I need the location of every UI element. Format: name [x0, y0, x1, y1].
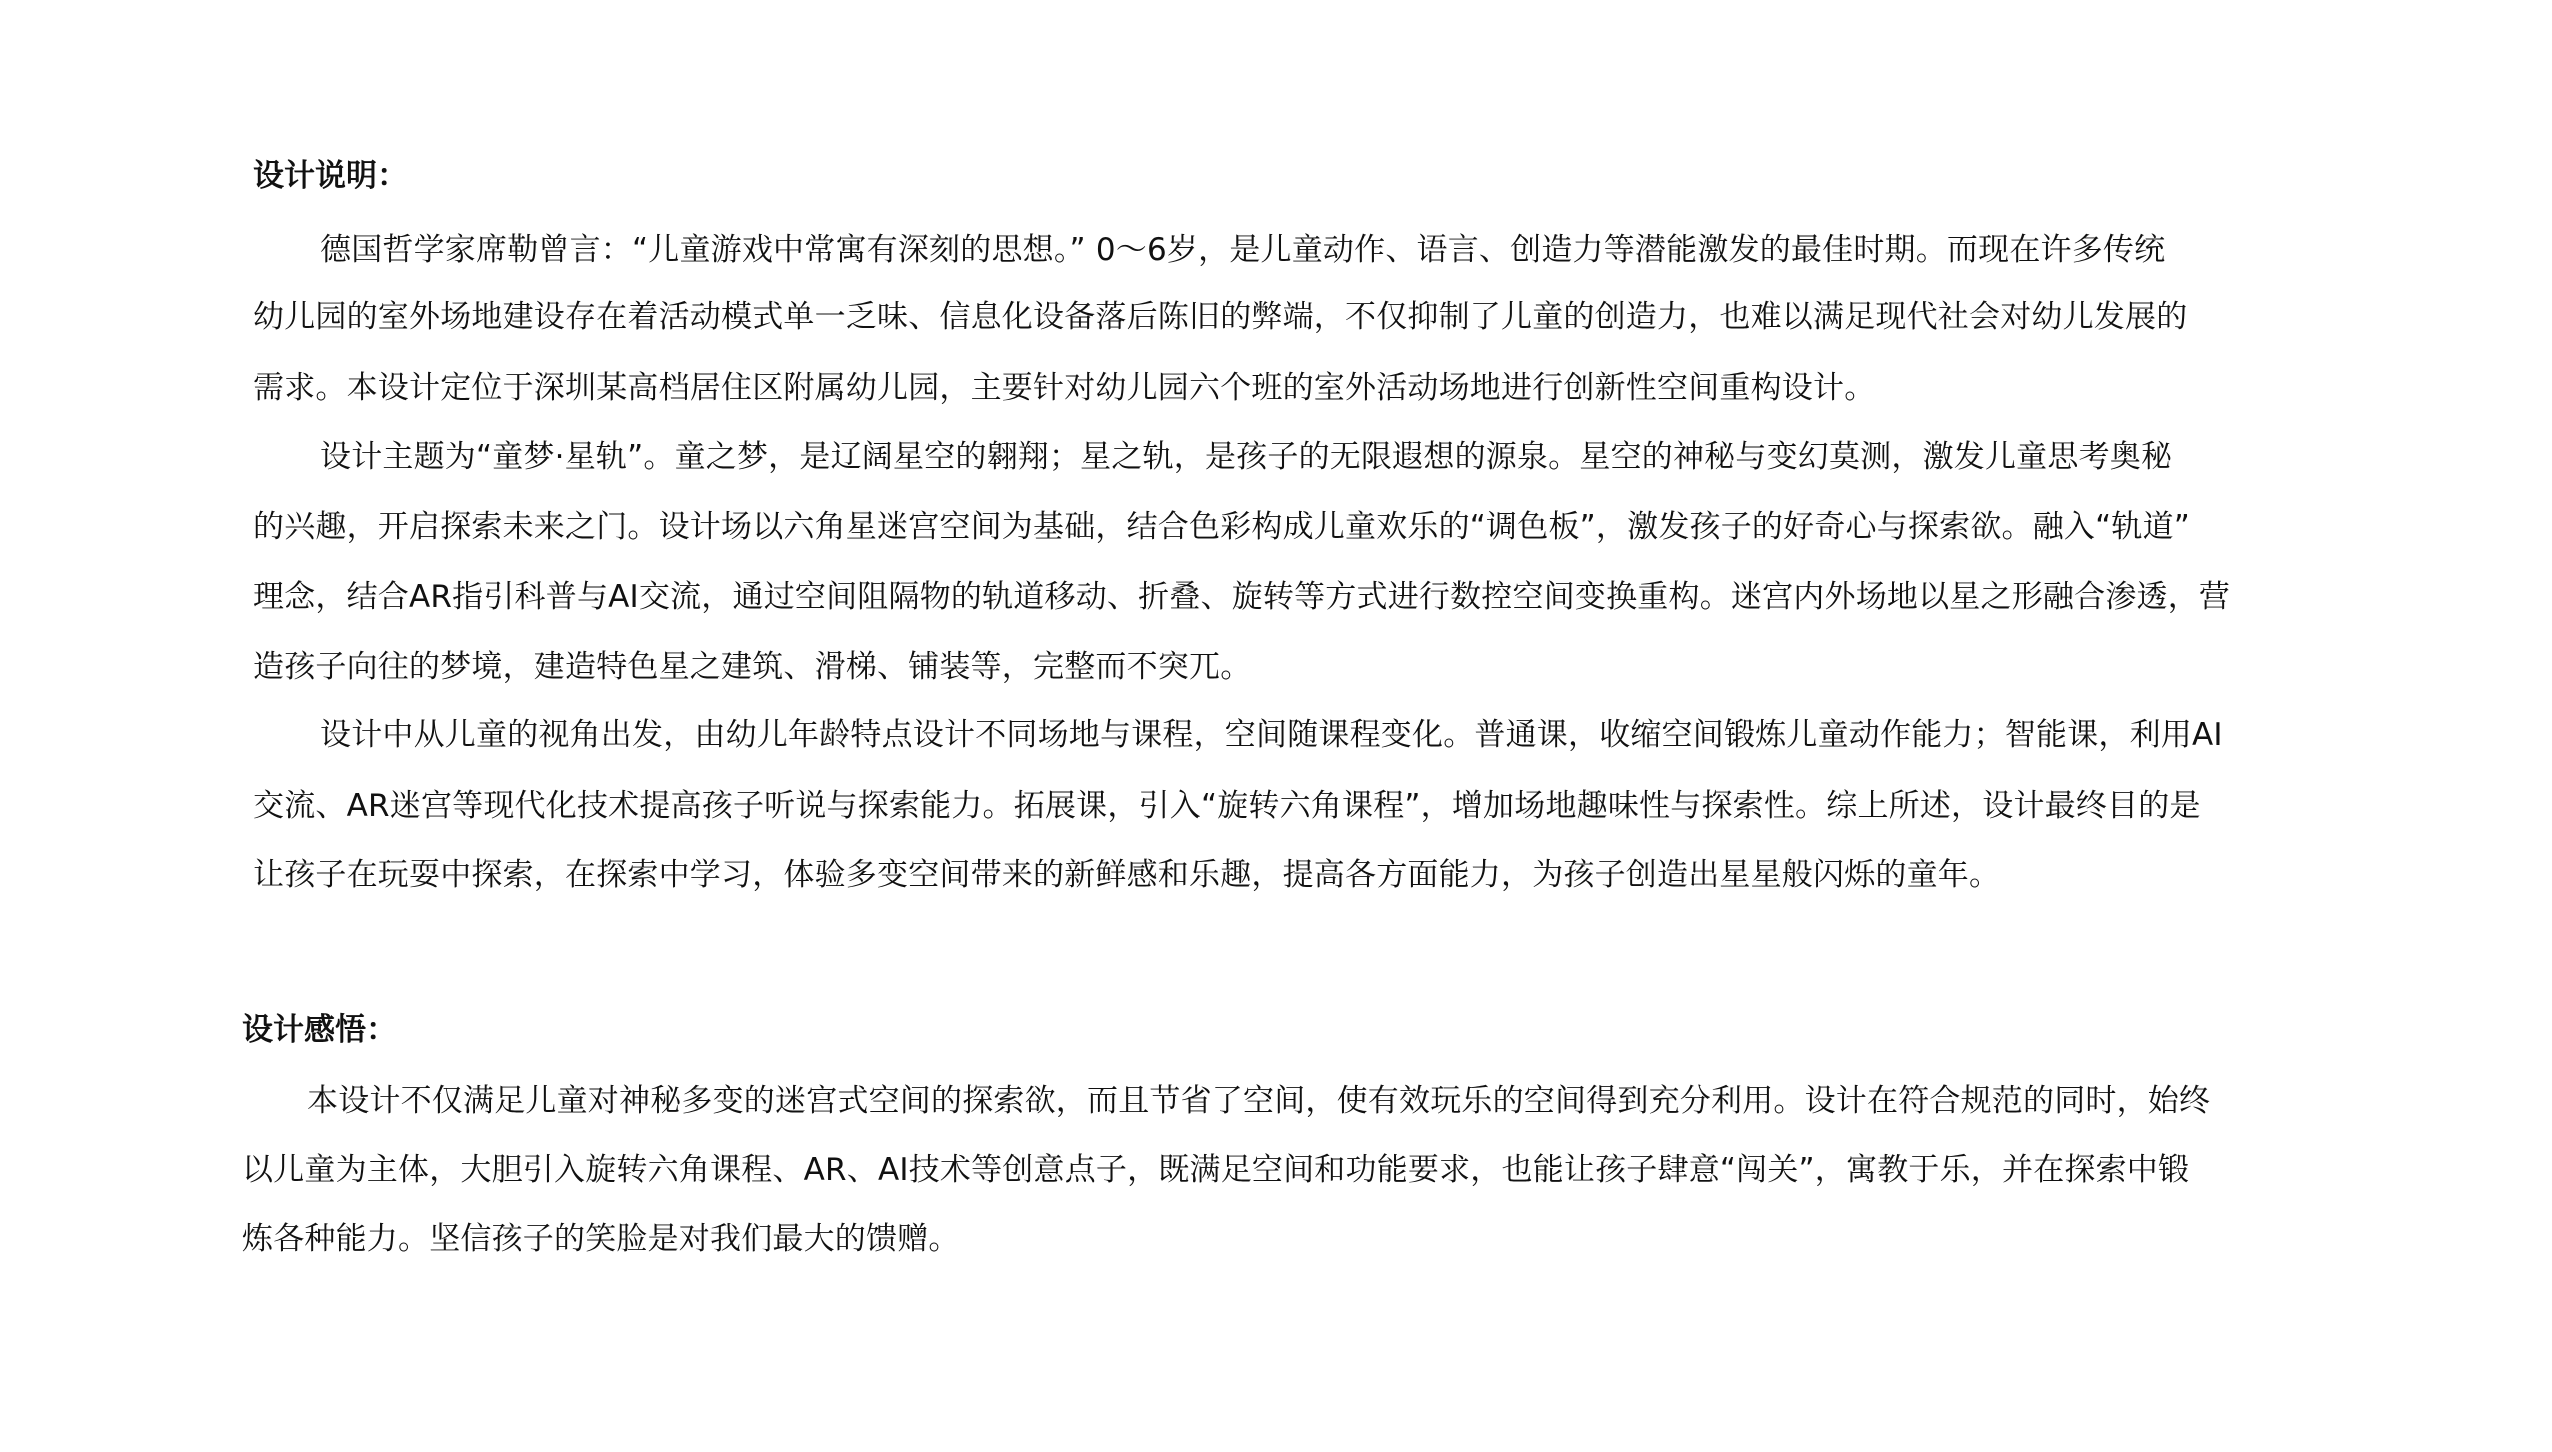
design-notes-line-3: 需求。本设计定位于深圳某高档居住区附属幼儿园，主要针对幼儿园六个班的室外活动场地进行创新性空间重构设计。 — [253, 370, 1876, 406]
design-notes-line-7: 造孩子向往的梦境，建造特色星之建筑、滑梯、铺装等，完整而不突兀。 — [253, 649, 1252, 685]
design-notes-line-6: 理念，结合AR指引科普与AI交流，通过空间阻隔物的轨道移动、折叠、旋转等方式进行数控空间变换重构。迷宫内外场地以星之形融合渗透，营 — [253, 579, 2231, 615]
design-reflection-line-3: 炼各种能力。坚信孩子的笑脸是对我们最大的馈赠。 — [242, 1221, 960, 1257]
design-notes-heading: 设计说明： — [253, 158, 408, 194]
design-notes-line-9: 交流、AR迷宫等现代化技术提高孩子听说与探索能力。拓展课，引入“旋转六角课程”，增加场地趣味性与探索性。综上所述，设计最终目的是 — [253, 788, 2201, 824]
design-reflection-line-1: 本设计不仅满足儿童对神秘多变的迷宫式空间的探索欲，而且节省了空间，使有效玩乐的空间得到充分利用。设计在符合规范的同时，始终 — [307, 1083, 2211, 1119]
design-notes-line-1: 德国哲学家席勒曾言：“儿童游戏中常寓有深刻的思想。” 0～6岁，是儿童动作、语言、创造力等潜能激发的最佳时期。而现在许多传统 — [320, 232, 2166, 268]
design-notes-line-5: 的兴趣，开启探索未来之门。设计场以六角星迷宫空间为基础，结合色彩构成儿童欢乐的“调色板”，激发孩子的好奇心与探索欲。融入“轨道” — [253, 509, 2191, 545]
design-reflection-line-2: 以儿童为主体，大胆引入旋转六角课程、AR、AI技术等创意点子，既满足空间和功能要求，也能让孩子肆意“闯关”，寓教于乐，并在探索中锻 — [242, 1152, 2190, 1188]
design-notes-line-4: 设计主题为“童梦·星轨”。童之梦，是辽阔星空的翱翔；星之轨，是孩子的无限遐想的源泉。星空的神秘与变幻莫测，激发儿童思考奥秘 — [320, 439, 2173, 475]
design-reflection-heading: 设计感悟： — [242, 1012, 397, 1048]
design-notes-line-8: 设计中从儿童的视角出发，由幼儿年龄特点设计不同场地与课程，空间随课程变化。普通课，收缩空间锻炼儿童动作能力；智能课，利用AI — [320, 717, 2223, 753]
design-notes-line-10: 让孩子在玩耍中探索，在探索中学习，体验多变空间带来的新鲜感和乐趣，提高各方面能力，为孩子创造出星星般闪烁的童年。 — [253, 857, 2001, 893]
design-notes-line-2: 幼儿园的室外场地建设存在着活动模式单一乏味、信息化设备落后陈旧的弊端，不仅抑制了儿童的创造力，也难以满足现代社会对幼儿发展的 — [253, 299, 2188, 335]
